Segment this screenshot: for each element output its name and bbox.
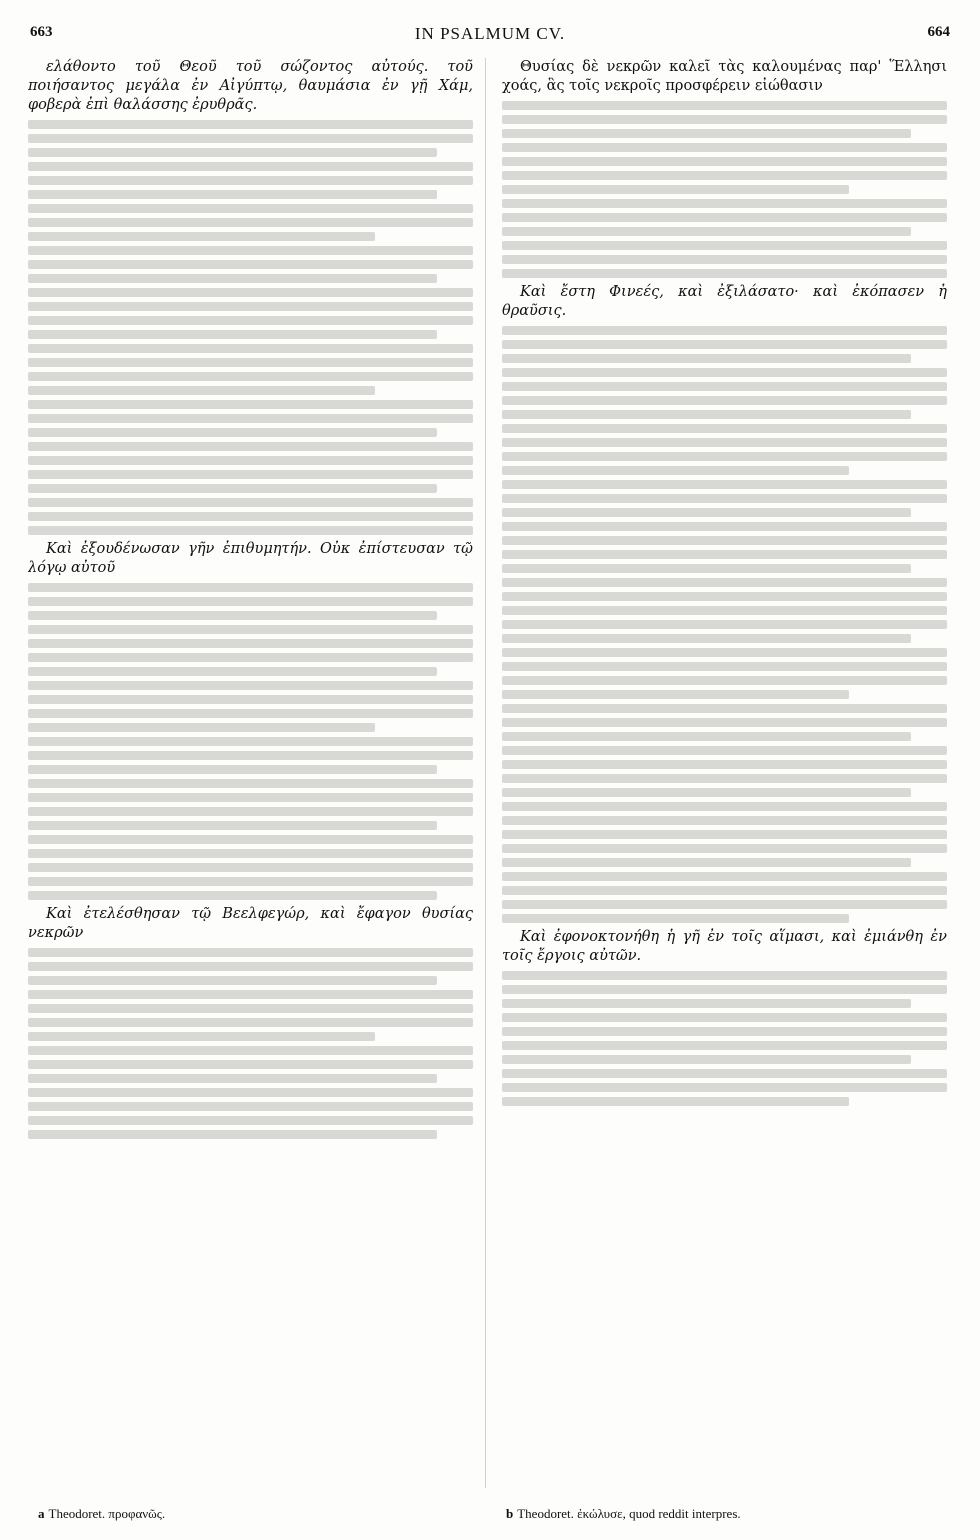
text-line <box>502 326 947 335</box>
text-line <box>28 962 473 971</box>
text-line <box>502 914 849 923</box>
text-line <box>28 1046 473 1055</box>
text-line <box>502 185 849 194</box>
text-column-right <box>502 58 947 1488</box>
page-number-left: 663 <box>30 24 53 40</box>
text-line <box>502 788 911 797</box>
text-line <box>502 213 947 222</box>
paragraph-excerpt-left-3: Καὶ ἐτελέσθησαν τῷ Βεελφεγώρ, καὶ ἔφαγον θυσίας νεκρῶν <box>28 906 473 941</box>
footnote-text: Theodoret. προφανῶς. <box>48 1506 166 1521</box>
text-line <box>28 695 473 704</box>
text-line <box>502 466 849 475</box>
text-line <box>502 129 911 138</box>
text-line <box>28 653 473 662</box>
text-line <box>28 274 437 283</box>
column-divider <box>485 58 486 1488</box>
text-line <box>502 143 947 152</box>
text-line <box>502 690 849 699</box>
text-line <box>28 456 473 465</box>
text-line <box>502 872 947 881</box>
text-line <box>502 816 947 825</box>
footnote-marker: a <box>38 1506 45 1521</box>
text-line <box>28 583 473 592</box>
text-line <box>502 382 947 391</box>
text-line <box>502 620 947 629</box>
text-line <box>502 199 947 208</box>
text-line <box>502 1083 947 1092</box>
text-line <box>502 774 947 783</box>
text-line <box>502 438 947 447</box>
text-line <box>502 746 947 755</box>
text-line <box>502 802 947 811</box>
paragraph-opening-right: Θυσίας δὲ νεκρῶν καλεῖ τὰς καλουμένας παρ' Ἕλλησι χοάς, ἃς τοῖς νεκροῖς προσφέρειν εἰώθασιν <box>502 59 947 94</box>
text-line <box>28 667 437 676</box>
text-line <box>502 424 947 433</box>
text-line <box>28 1088 473 1097</box>
text-line <box>28 512 473 521</box>
text-line <box>28 709 473 718</box>
text-line <box>502 494 947 503</box>
text-line <box>28 990 473 999</box>
text-line <box>28 1032 375 1041</box>
text-line <box>28 386 375 395</box>
footnote-a <box>38 1506 165 1522</box>
text-line <box>28 218 473 227</box>
text-line <box>28 190 437 199</box>
text-line <box>28 470 473 479</box>
text-line <box>502 255 947 264</box>
text-line <box>28 737 473 746</box>
paragraph-excerpt-right-2: Καὶ ἔστη Φινεές, καὶ ἐξιλάσατο· καὶ ἐκόπασεν ἡ θραῦσις. <box>502 284 947 319</box>
running-title: IN PSALMUM CV. <box>414 24 566 43</box>
text-line <box>502 578 947 587</box>
text-line <box>502 704 947 713</box>
text-line <box>502 171 947 180</box>
text-line <box>28 948 473 957</box>
text-line <box>502 157 947 166</box>
text-line <box>28 807 473 816</box>
text-line <box>28 428 437 437</box>
text-line <box>502 648 947 657</box>
text-line <box>28 302 473 311</box>
footnote-b <box>506 1506 741 1522</box>
text-line <box>502 830 947 839</box>
text-line <box>502 550 947 559</box>
text-line <box>502 634 911 643</box>
text-line <box>502 508 911 517</box>
text-line <box>502 985 947 994</box>
text-line <box>28 1074 437 1083</box>
text-line <box>502 718 947 727</box>
footnote-text: Theodoret. ἐκώλυσε, quod reddit interpres. <box>517 1506 741 1521</box>
text-line <box>28 877 473 886</box>
text-line <box>28 639 473 648</box>
text-line <box>502 564 911 573</box>
text-line <box>28 120 473 129</box>
text-line <box>28 148 437 157</box>
text-line <box>28 597 473 606</box>
text-line <box>28 625 473 634</box>
text-line <box>28 176 473 185</box>
text-line <box>502 971 947 980</box>
text-line <box>28 400 473 409</box>
footnote-marker: b <box>506 1506 514 1521</box>
text-line <box>502 354 911 363</box>
paragraph-excerpt-right-3: Καὶ ἐφονοκτονήθη ἡ γῆ ἐν τοῖς αἵμασι, καὶ ἐμιάνθη ἐν τοῖς ἔργοις αὐτῶν. <box>502 929 947 964</box>
text-line <box>502 1055 911 1064</box>
text-line <box>28 1130 437 1139</box>
text-line <box>502 592 947 601</box>
text-line <box>502 676 947 685</box>
text-column-left <box>28 58 473 1488</box>
text-line <box>28 288 473 297</box>
text-line <box>502 1097 849 1106</box>
text-line <box>28 260 473 269</box>
text-line <box>28 976 437 985</box>
running-header <box>30 6 950 46</box>
text-line <box>502 522 947 531</box>
text-line <box>28 891 437 900</box>
text-line <box>502 269 947 278</box>
text-line <box>28 204 473 213</box>
text-line <box>28 835 473 844</box>
text-line <box>28 779 473 788</box>
text-line <box>28 162 473 171</box>
text-line <box>28 134 473 143</box>
text-line <box>502 606 947 615</box>
text-line <box>28 793 473 802</box>
text-line <box>502 999 911 1008</box>
paragraph-opening-left: ελάθοντο τοῦ Θεοῦ τοῦ σώζοντος αὐτούς. τοῦ ποιήσαντος μεγάλα ἐν Αἰγύπτῳ, θαυμάσια ἐν γῇ Χάμ, φοβερὰ ἐπὶ θαλάσσης ἐρυθρᾶς. <box>28 59 473 113</box>
text-line <box>502 368 947 377</box>
text-line <box>28 344 473 353</box>
text-line <box>28 1004 473 1013</box>
text-line <box>502 1027 947 1036</box>
text-line <box>502 1013 947 1022</box>
text-line <box>28 498 473 507</box>
text-line <box>502 452 947 461</box>
text-line <box>28 1018 473 1027</box>
text-line <box>28 611 437 620</box>
text-line <box>28 484 437 493</box>
text-line <box>502 844 947 853</box>
paragraph-excerpt-left-2: Καὶ ἐξουδένωσαν γῆν ἐπιθυμητήν. Οὐκ ἐπίστευσαν τῷ λόγῳ αὐτοῦ <box>28 541 473 576</box>
text-line <box>28 751 473 760</box>
text-line <box>28 765 437 774</box>
text-line <box>502 340 947 349</box>
text-line <box>502 1069 947 1078</box>
text-line <box>28 232 375 241</box>
text-line <box>502 396 947 405</box>
text-line <box>502 101 947 110</box>
text-line <box>502 662 947 671</box>
text-line <box>502 900 947 909</box>
text-line <box>28 863 473 872</box>
text-line <box>28 372 473 381</box>
text-line <box>28 330 437 339</box>
text-line <box>502 241 947 250</box>
text-line <box>502 1041 947 1050</box>
text-line <box>28 681 473 690</box>
text-line <box>28 1102 473 1111</box>
text-line <box>28 1116 473 1125</box>
text-line <box>502 410 911 419</box>
text-line <box>28 526 473 535</box>
text-line <box>502 227 911 236</box>
text-line <box>502 858 911 867</box>
text-line <box>502 732 911 741</box>
text-line <box>502 760 947 769</box>
text-line <box>502 536 947 545</box>
text-line <box>28 246 473 255</box>
text-line <box>28 316 473 325</box>
text-line <box>28 849 473 858</box>
text-line <box>28 723 375 732</box>
text-line <box>502 115 947 124</box>
text-line <box>502 886 947 895</box>
text-line <box>28 821 437 830</box>
page-number-right: 664 <box>927 24 950 40</box>
text-line <box>28 358 473 367</box>
text-line <box>28 414 473 423</box>
text-line <box>28 1060 473 1069</box>
text-line <box>28 442 473 451</box>
text-line <box>502 480 947 489</box>
